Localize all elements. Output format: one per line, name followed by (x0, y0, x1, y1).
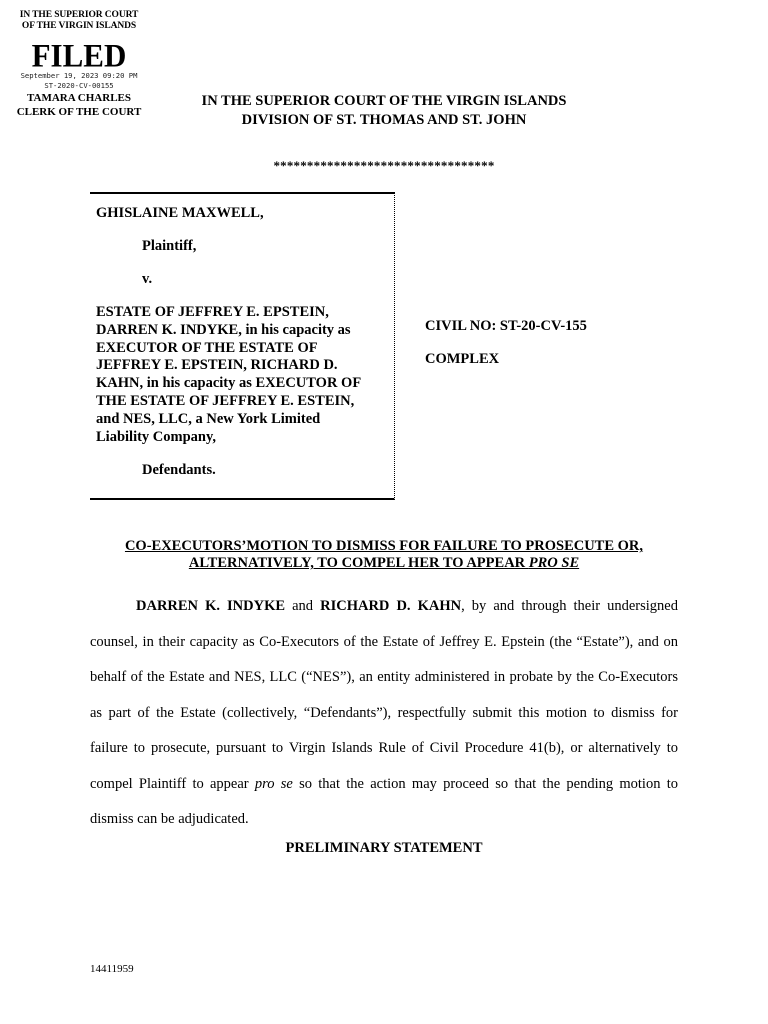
stamp-case-number: ST-2020-CV-00155 (44, 81, 114, 90)
motion-title-pro-se: PRO SE (528, 555, 580, 571)
stamp-court-line-2: OF THE VIRGIN ISLANDS (21, 21, 137, 31)
document-number: 14411959 (90, 963, 134, 975)
paragraph-text-2: so that the action may proceed so that the pending motion to dismiss can be adjudicated. (90, 775, 679, 827)
party-name-indyke: DARREN K. INDYKE (136, 598, 286, 614)
defendants-line: Liability Company, (96, 428, 217, 445)
stamp-clerk-title: CLERK OF THE COURT (16, 106, 142, 118)
defendants-line: JEFFREY E. EPSTEIN, RICHARD D. (96, 357, 338, 374)
motion-title-line-2-text: ALTERNATIVELY, TO COMPEL HER TO APPEAR (188, 555, 529, 571)
plaintiff-role: Plaintiff, (142, 238, 197, 254)
party-name-kahn: RICHARD D. KAHN (320, 598, 462, 614)
motion-title-line-2 (0, 555, 768, 572)
civil-number: CIVIL NO: ST-20-CV-155 (425, 318, 587, 334)
defendants-line: and NES, LLC, a New York Limited (96, 410, 321, 427)
versus-label: v. (142, 271, 153, 287)
defendants-line: ESTATE OF JEFFREY E. EPSTEIN, (96, 304, 329, 320)
court-name: IN THE SUPERIOR COURT OF THE VIRGIN ISLANDS (201, 93, 567, 109)
defendants-line: DARREN K. INDYKE, in his capacity as (96, 321, 351, 338)
stamp-filed: FILED (31, 37, 127, 74)
case-caption-box (90, 192, 395, 500)
stamp-timestamp: September 19, 2023 09:20 PM (20, 71, 138, 80)
clerk-filing-stamp (8, 10, 150, 119)
motion-body (90, 589, 678, 838)
defendants-role: Defendants. (142, 462, 216, 478)
separator-stars: ********************************* (273, 158, 495, 173)
intro-paragraph (90, 589, 678, 838)
plaintiff-name: GHISLAINE MAXWELL, (96, 205, 264, 221)
section-heading: PRELIMINARY STATEMENT (285, 840, 483, 856)
pro-se-italic: pro se (254, 775, 293, 792)
defendants-line: THE ESTATE OF JEFFREY E. ESTEIN, (96, 392, 355, 409)
paragraph-text-1: , by and through their undersigned counsel, in their capacity as Co-Executors of the Estate of Jeffrey E. Epstein (the “Estate”), and on behalf of the Estate and NES, LLC (“NES”), an entity administered in probate by the Co-Executors as part of the Estate (collectively, “Defendants”), respectfully submit this motion to dismiss for failure to prosecute, pursuant to Virgin Islands Rule of Civil Procedure 41(b), or alternatively to compel Plaintiff to appear (90, 598, 678, 792)
stamp-court-line-1: IN THE SUPERIOR COURT (19, 10, 139, 20)
court-header (150, 92, 618, 130)
defendants-line: KAHN, in his capacity as EXECUTOR OF (96, 375, 362, 392)
conjunction-and: and (285, 598, 321, 614)
motion-title-line-1: CO-EXECUTORS’MOTION TO DISMISS FOR FAILURE TO PROSECUTE OR, (124, 538, 644, 554)
defendants-line: EXECUTOR OF THE ESTATE OF (96, 339, 318, 356)
court-division: DIVISION OF ST. THOMAS AND ST. JOHN (241, 112, 527, 128)
stamp-clerk-name: TAMARA CHARLES (26, 92, 131, 104)
motion-title (0, 538, 768, 572)
defendants-list (96, 304, 384, 446)
complex-label: COMPLEX (425, 351, 500, 367)
